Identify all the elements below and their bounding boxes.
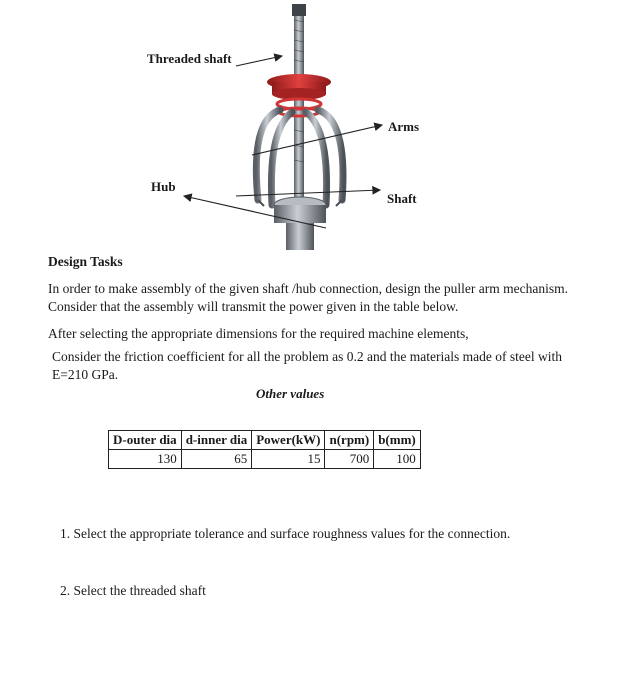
value-power: 15 (252, 450, 325, 469)
table-header-row (109, 431, 421, 450)
paragraph-intro (48, 280, 598, 316)
header-power: Power(kW) (252, 431, 325, 450)
paragraph-friction (52, 348, 592, 384)
paragraph-selection: After selecting the appropriate dimensions for the required machine elements, (48, 326, 469, 341)
paragraph-intro-line-2: Consider that the assembly will transmit the power given in the table below. (48, 299, 459, 314)
task-1: 1. Select the appropriate tolerance and surface roughness values for the connection. (60, 526, 511, 541)
puller-illustration (0, 0, 632, 250)
shaft-label: Shaft (387, 191, 417, 206)
header-outer-dia: D-outer dia (109, 431, 182, 450)
value-width: 100 (374, 450, 421, 469)
threaded-shaft-label: Threaded shaft (147, 51, 232, 66)
threaded-shaft-leader (236, 56, 282, 66)
puller-figure (0, 0, 632, 250)
task-2: 2. Select the threaded shaft (60, 583, 206, 598)
header-width: b(mm) (374, 431, 421, 450)
header-speed: n(rpm) (325, 431, 374, 450)
shaft (286, 223, 314, 250)
table-caption: Other values (256, 386, 325, 401)
arms-label: Arms (388, 119, 420, 134)
paragraph-friction-line-1: Consider the friction coefficient for all the problem as 0.2 and the materials made of steel with (52, 349, 562, 364)
header-inner-dia: d-inner dia (181, 431, 252, 450)
paragraph-friction-line-2: E=210 GPa. (52, 367, 119, 382)
values-table (108, 430, 421, 469)
paragraph-intro-line-1: In order to make assembly of the given shaft /hub connection, design the puller arm mechanism. (48, 281, 568, 296)
value-outer-dia: 130 (109, 450, 182, 469)
value-speed: 700 (325, 450, 374, 469)
table-row (109, 450, 421, 469)
value-inner-dia: 65 (181, 450, 252, 469)
design-tasks-heading: Design Tasks (48, 254, 123, 269)
hub-label: Hub (151, 179, 176, 194)
